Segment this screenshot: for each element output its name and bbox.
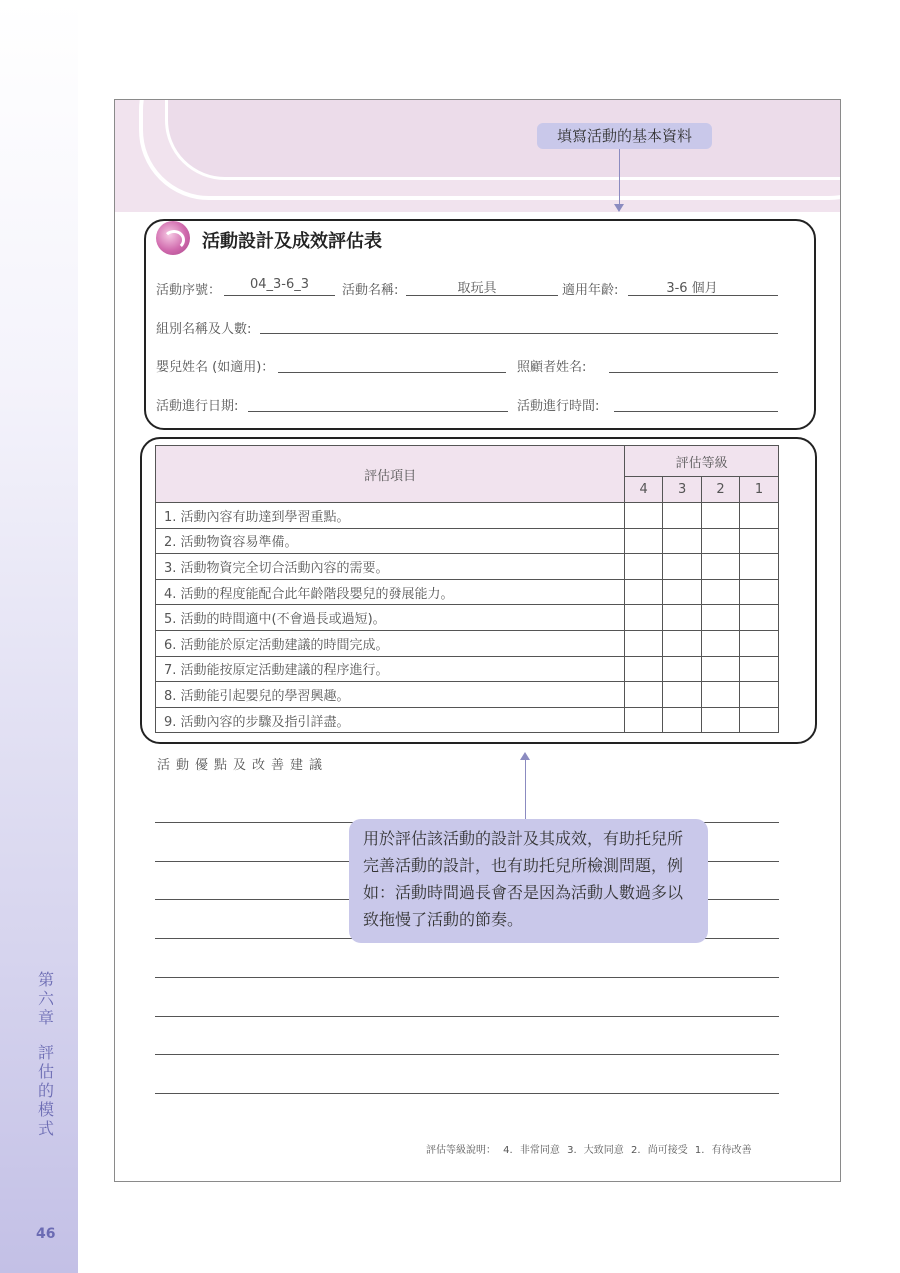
- grade-cell[interactable]: [702, 656, 740, 682]
- age-value: 3-6 個月: [666, 281, 718, 296]
- grade-cell[interactable]: [663, 503, 702, 529]
- evaluation-item: 9. 活動內容的步驟及指引詳盡。: [156, 707, 625, 733]
- grade-cell[interactable]: [702, 528, 740, 554]
- table-row: [156, 579, 779, 605]
- grade-cell[interactable]: [663, 605, 702, 631]
- grade-1-header: 1: [740, 477, 779, 503]
- chapter-title: 評估的模式: [37, 1043, 54, 1138]
- callout-evaluation-purpose: 用於評估該活動的設計及其成效，有助托兒所完善活動的設計，也有助托兒所檢測問題，例如：活動時間過長會否是因為活動人數過多以致拖慢了活動的節奏。: [349, 819, 708, 943]
- grade-cell[interactable]: [625, 707, 663, 733]
- chapter-label: [33, 970, 59, 1138]
- evaluation-item: 4. 活動的程度能配合此年齡階段嬰兒的發展能力。: [156, 579, 625, 605]
- caregiver-name-label: 照顧者姓名:: [517, 360, 587, 375]
- grade-cell[interactable]: [625, 579, 663, 605]
- grade-cell[interactable]: [740, 503, 779, 529]
- grade-cell[interactable]: [663, 707, 702, 733]
- activity-number-label: 活動序號：: [156, 283, 222, 298]
- grade-cell[interactable]: [702, 503, 740, 529]
- note-line: [155, 1093, 779, 1094]
- header-band: [115, 100, 840, 212]
- chapter-number: 第六章: [37, 970, 54, 1027]
- grade-cell[interactable]: [625, 682, 663, 708]
- grade-cell[interactable]: [702, 605, 740, 631]
- grade-cell[interactable]: [702, 630, 740, 656]
- arrow-down-icon: [614, 204, 624, 212]
- grade-cell[interactable]: [740, 682, 779, 708]
- activity-date-label: 活動進行日期:: [156, 399, 239, 414]
- grade-cell[interactable]: [625, 503, 663, 529]
- grade-cell[interactable]: [663, 682, 702, 708]
- notes-title: 活動優點及改善建議: [157, 758, 329, 773]
- activity-number-value: 04_3-6_3: [249, 277, 310, 292]
- note-line: [155, 1054, 779, 1055]
- age-label: 適用年齡:: [562, 283, 619, 298]
- grade-cell[interactable]: [740, 707, 779, 733]
- activity-time-label: 活動進行時間:: [517, 399, 600, 414]
- grade-cell[interactable]: [740, 605, 779, 631]
- grade-cell[interactable]: [625, 656, 663, 682]
- grade-4-header: 4: [625, 477, 663, 503]
- table-row: [156, 528, 779, 554]
- evaluation-item: 7. 活動能按原定活動建議的程序進行。: [156, 656, 625, 682]
- table-row: [156, 605, 779, 631]
- table-row: [156, 707, 779, 733]
- activity-name-value: 取玩具: [457, 281, 497, 296]
- caregiver-name-line: [609, 372, 778, 373]
- grade-3-header: 3: [663, 477, 702, 503]
- callout-arrow-top: [619, 149, 620, 204]
- table-row: [156, 554, 779, 580]
- group-label: 組別名稱及人數:: [156, 322, 252, 337]
- evaluation-item: 1. 活動內容有助達到學習重點。: [156, 503, 625, 529]
- grade-cell[interactable]: [702, 682, 740, 708]
- grade-cell[interactable]: [740, 579, 779, 605]
- grade-cell[interactable]: [663, 528, 702, 554]
- infant-name-label: 嬰兒姓名 (如適用)：: [156, 360, 275, 375]
- grade-cell[interactable]: [740, 656, 779, 682]
- grade-cell[interactable]: [740, 554, 779, 580]
- grade-2-header: 2: [702, 477, 740, 503]
- callout-basic-info: 填寫活動的基本資料: [537, 123, 712, 149]
- grade-cell[interactable]: [740, 630, 779, 656]
- form-title: 活動設計及成效評估表: [202, 231, 382, 252]
- group-line: [260, 333, 778, 334]
- swirl-logo-icon: [156, 221, 190, 255]
- grade-cell[interactable]: [663, 656, 702, 682]
- table-row: [156, 503, 779, 529]
- arrow-up-icon: [520, 752, 530, 760]
- grade-cell[interactable]: [625, 630, 663, 656]
- grade-legend: 評估等級說明： 4. 非常同意 3. 大致同意 2. 尚可接受 1. 有待改善: [426, 1145, 752, 1156]
- grade-cell[interactable]: [663, 554, 702, 580]
- activity-date-line: [248, 411, 508, 412]
- activity-time-line: [614, 411, 778, 412]
- evaluation-item-header: 評估項目: [156, 446, 625, 503]
- evaluation-item: 3. 活動物資完全切合活動內容的需要。: [156, 554, 625, 580]
- grade-header: 評估等級: [625, 446, 779, 477]
- evaluation-item: 6. 活動能於原定活動建議的時間完成。: [156, 630, 625, 656]
- page-number: 46: [36, 1226, 56, 1242]
- grade-cell[interactable]: [625, 528, 663, 554]
- evaluation-item: 8. 活動能引起嬰兒的學習興趣。: [156, 682, 625, 708]
- infant-name-line: [278, 372, 506, 373]
- grade-cell[interactable]: [663, 579, 702, 605]
- table-row: [156, 630, 779, 656]
- activity-name-label: 活動名稱:: [342, 283, 399, 298]
- callout-arrow-middle: [525, 760, 526, 819]
- grade-cell[interactable]: [625, 605, 663, 631]
- grade-cell[interactable]: [702, 707, 740, 733]
- note-line: [155, 977, 779, 978]
- evaluation-item: 5. 活動的時間適中(不會過長或過短)。: [156, 605, 625, 631]
- table-row: [156, 682, 779, 708]
- grade-cell[interactable]: [702, 579, 740, 605]
- note-line: [155, 1016, 779, 1017]
- table-row: [156, 656, 779, 682]
- grade-cell[interactable]: [702, 554, 740, 580]
- grade-cell[interactable]: [740, 528, 779, 554]
- activity-number-line: [224, 295, 335, 296]
- evaluation-item: 2. 活動物資容易準備。: [156, 528, 625, 554]
- grade-cell[interactable]: [663, 630, 702, 656]
- evaluation-table: [155, 445, 779, 733]
- grade-cell[interactable]: [625, 554, 663, 580]
